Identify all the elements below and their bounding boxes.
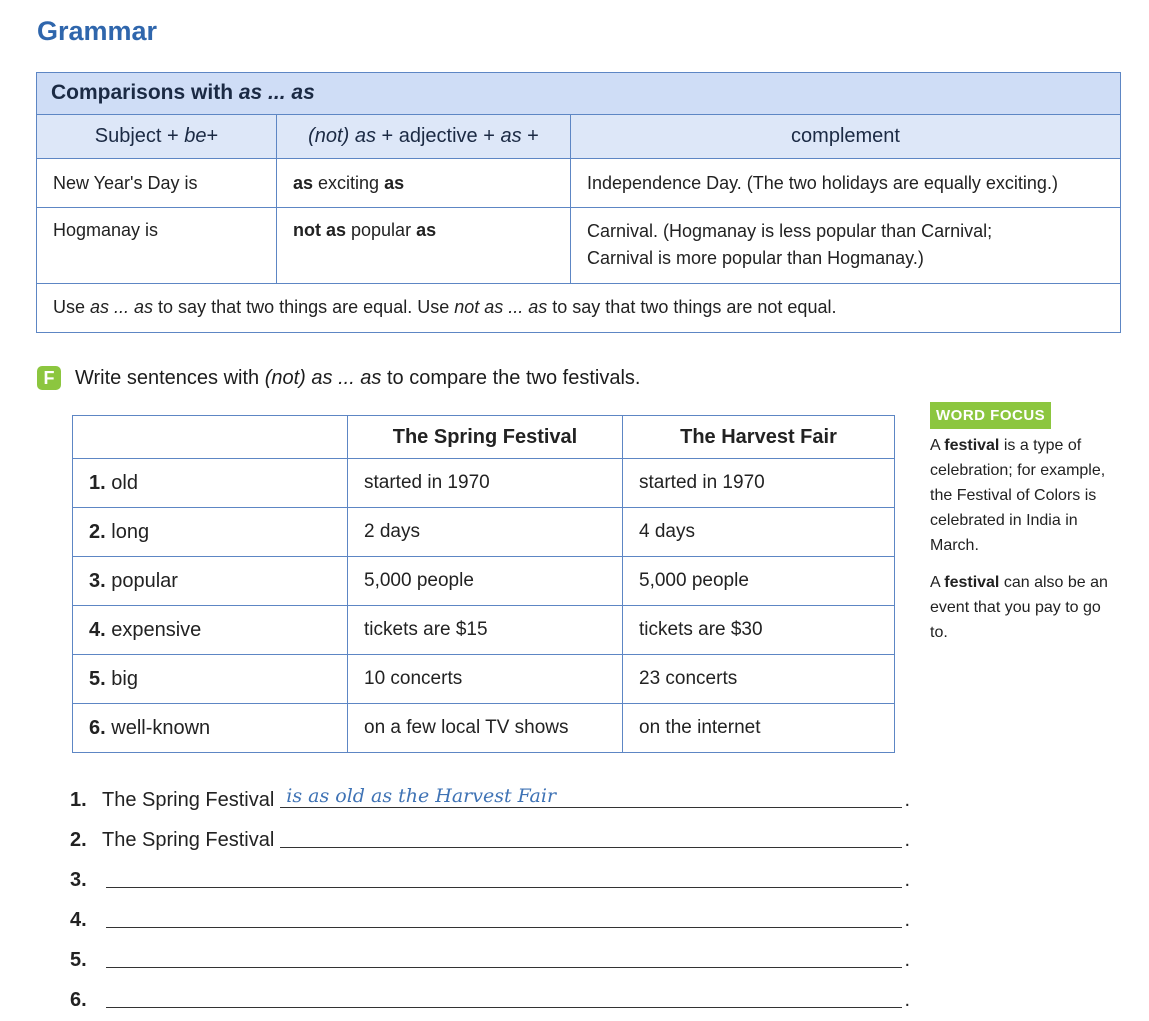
- row-pattern: not as popular as: [277, 208, 571, 283]
- exercise-instruction: F Write sentences with (not) as ... as to compare the two festivals.: [37, 366, 640, 390]
- table-row: 3. popular 5,000 people 5,000 people: [73, 557, 895, 606]
- word-focus-paragraph-2: A festival can also be an event that you pay to go to.: [930, 574, 1108, 641]
- answer-line-3: 3. .: [70, 852, 910, 892]
- table-row: 2. long 2 days 4 days: [73, 508, 895, 557]
- col-complement: complement: [791, 125, 900, 147]
- table-header-row: [73, 416, 895, 459]
- answer-input-6[interactable]: [106, 985, 902, 1008]
- header-spring: The Spring Festival: [348, 416, 623, 459]
- answer-line-1: 1. The Spring Festival is as old as the Harvest Fair .: [70, 785, 910, 811]
- word-focus-tag: WORD FOCUS: [930, 402, 1051, 429]
- row-subject: New Year's Day is: [37, 159, 277, 207]
- answer-lines: [70, 772, 910, 1012]
- page-title: Grammar: [37, 16, 158, 46]
- festival-table: [72, 415, 895, 753]
- grammar-column-headers: [37, 115, 1120, 159]
- answer-input-1[interactable]: [280, 785, 902, 808]
- col-subject: Subject + be +: [37, 115, 277, 158]
- exercise-badge: F: [37, 366, 61, 390]
- row-pattern: as exciting as: [277, 159, 571, 207]
- answer-input-5[interactable]: [106, 945, 902, 968]
- row-complement: Independence Day. (The two holidays are equally exciting.): [587, 172, 1058, 193]
- table-row: 6. well-known on a few local TV shows on the internet: [73, 704, 895, 753]
- grammar-row: [37, 159, 1120, 208]
- header-harvest: The Harvest Fair: [623, 416, 895, 459]
- row-subject: Hogmanay is: [37, 208, 277, 283]
- answer-line-2: 2. The Spring Festival .: [70, 812, 910, 852]
- grammar-row: [37, 208, 1120, 284]
- col-pattern: (not) as + adjective + as +: [277, 115, 571, 158]
- answer-line-6: 6. .: [70, 972, 910, 1012]
- table-row: 5. big 10 concerts 23 concerts: [73, 655, 895, 704]
- answer-line-4: 4. .: [70, 892, 910, 932]
- grammar-note: Use as ... as to say that two things are equal. Use not as ... as to say that two things are not equal.: [53, 297, 837, 317]
- grammar-heading-text: Comparisons with: [51, 81, 239, 104]
- word-focus-paragraph-1: A festival is a type of celebration; for example, the Festival of Colors is celebrated in India in March.: [930, 437, 1106, 554]
- grammar-heading: [37, 73, 1120, 115]
- answer-input-3[interactable]: [106, 865, 902, 888]
- answer-input-2[interactable]: [280, 825, 902, 848]
- grammar-heading-emph: as ... as: [238, 81, 315, 104]
- word-focus-box: [930, 402, 1120, 657]
- grammar-box: [36, 72, 1121, 333]
- answer-input-4[interactable]: [106, 905, 902, 928]
- handwritten-answer: is as old as the Harvest Fair: [286, 785, 557, 807]
- header-blank: [73, 416, 348, 459]
- row-complement: Carnival. (Hogmanay is less popular than Carnival; Carnival is more popular than Hogmanay.): [587, 221, 993, 268]
- answer-line-5: 5. .: [70, 932, 910, 972]
- table-row: 1. old started in 1970 started in 1970: [73, 459, 895, 508]
- table-row: 4. expensive tickets are $15 tickets are $30: [73, 606, 895, 655]
